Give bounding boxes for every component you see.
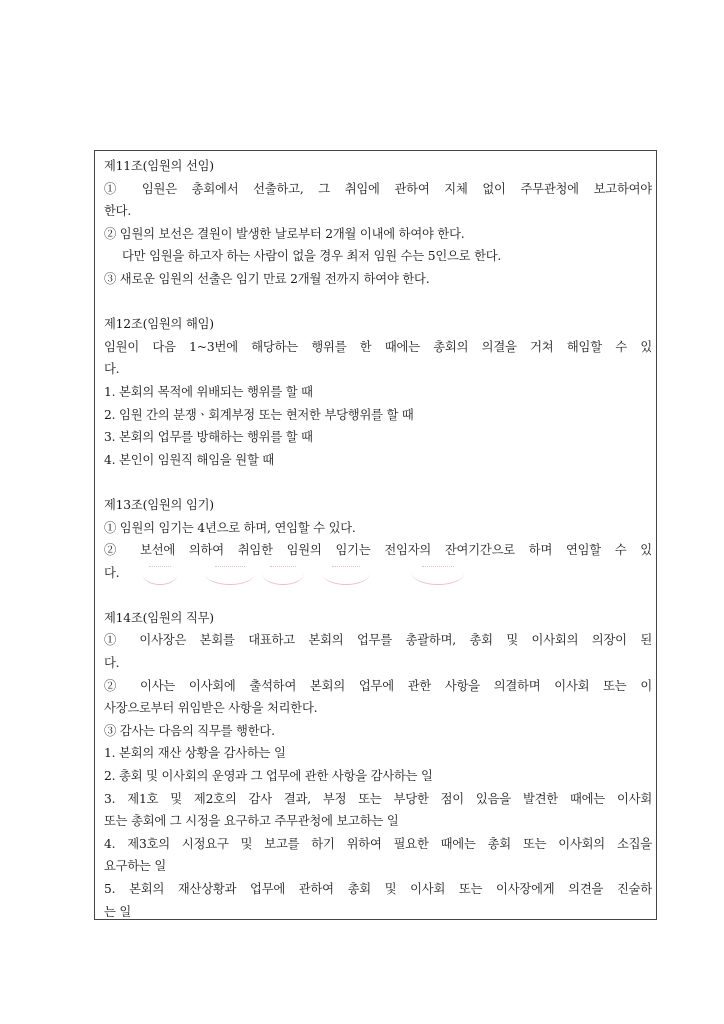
section-gap xyxy=(104,584,652,607)
article-14-item-5: 5. 본회의 재산상황과 업무에 관하여 총회 및 이사회 또는 이사장에게 의견을 진술하 xyxy=(104,882,652,896)
article-14-heading: 제14조(임원의 직무) xyxy=(104,610,214,625)
article-13-clause-2-cont: 다. xyxy=(104,565,120,580)
article-14-clause-2: ② 이사는 이사회에 출석하여 본회의 업무에 관한 사항을 의결하며 이사회 또는 이 xyxy=(104,678,652,693)
article-11-clause-2: ② 임원의 보선은 결원이 발생한 날로부터 2개월 이내에 하여야 한다. xyxy=(104,226,465,241)
article-14-clause-2-cont: 사장으로부터 위임받은 사항을 처리한다. xyxy=(104,701,318,716)
article-14-item-3: 3. 제1호 및 제2호의 감사 결과, 부정 또는 부당한 점이 있음을 발견한 때에는 이사회 xyxy=(104,791,652,806)
article-14-item-2: 2. 총회 및 이사회의 운영과 그 업무에 관한 사항을 감사하는 일 xyxy=(104,769,433,784)
article-14-clause-1-cont: 다. xyxy=(104,656,120,671)
article-13-heading: 제13조(임원의 임기) xyxy=(104,497,214,512)
article-12-item-1: 1. 본회의 목적에 위배되는 행위를 할 때 xyxy=(104,384,313,399)
article-11-clause-2-proviso: 다만 임원을 하고자 하는 사람이 없을 경우 최저 임원 수는 5인으로 한다. xyxy=(122,249,502,264)
section-gap xyxy=(104,291,652,314)
document-body xyxy=(104,155,652,923)
article-14-clause-1: ① 이사장은 본회를 대표하고 본회의 업무를 총괄하며, 총회 및 이사회의 의장이 된 xyxy=(104,633,652,648)
article-11-clause-1: ① 임원은 총회에서 선출하고, 그 취임에 관하여 지체 없이 주무관청에 보고하여야 xyxy=(104,181,652,196)
article-14-item-1: 1. 본회의 재산 상황을 감사하는 일 xyxy=(104,746,286,761)
article-12-item-4: 4. 본인이 임원직 해임을 원할 때 xyxy=(104,452,275,467)
article-14-clause-3: ③ 감사는 다음의 직무를 행한다. xyxy=(104,723,275,738)
article-14-item-3-cont: 또는 총회에 그 시정을 요구하고 주무관청에 보고하는 일 xyxy=(104,814,399,829)
article-11-clause-1-cont: 한다. xyxy=(104,204,132,219)
article-11-clause-3: ③ 새로운 임원의 선출은 임기 만료 2개월 전까지 하여야 한다. xyxy=(104,271,430,286)
article-13-clause-2: ② 보선에 의하여 취임한 임원의 임기는 전임자의 잔여기간으로 하며 연임할 수 있 xyxy=(104,543,652,558)
article-12-intro-cont: 다. xyxy=(104,362,120,377)
article-12-item-2: 2. 임원 간의 분쟁ㆍ회계부정 또는 현저한 부당행위를 할 때 xyxy=(104,407,414,422)
section-gap xyxy=(104,471,652,494)
article-14-item-5-cont: 는 일 xyxy=(104,904,132,919)
article-13-clause-1: ① 임원의 임기는 4년으로 하며, 연임할 수 있다. xyxy=(104,520,356,535)
article-14-item-4: 4. 제3호의 시정요구 및 보고를 하기 위하여 필요한 때에는 총회 또는 이사회의 소집을 xyxy=(104,836,652,851)
article-12-item-3: 3. 본회의 업무를 방해하는 행위를 할 때 xyxy=(104,430,313,445)
article-12-intro: 임원이 다음 1~3번에 해당하는 행위를 한 때에는 총회의 의결을 거쳐 해임할 수 있 xyxy=(104,339,652,354)
article-12-heading: 제12조(임원의 해임) xyxy=(104,317,214,332)
article-14-item-4-cont: 요구하는 일 xyxy=(104,859,167,874)
article-11-heading: 제11조(임원의 선임) xyxy=(104,159,214,173)
